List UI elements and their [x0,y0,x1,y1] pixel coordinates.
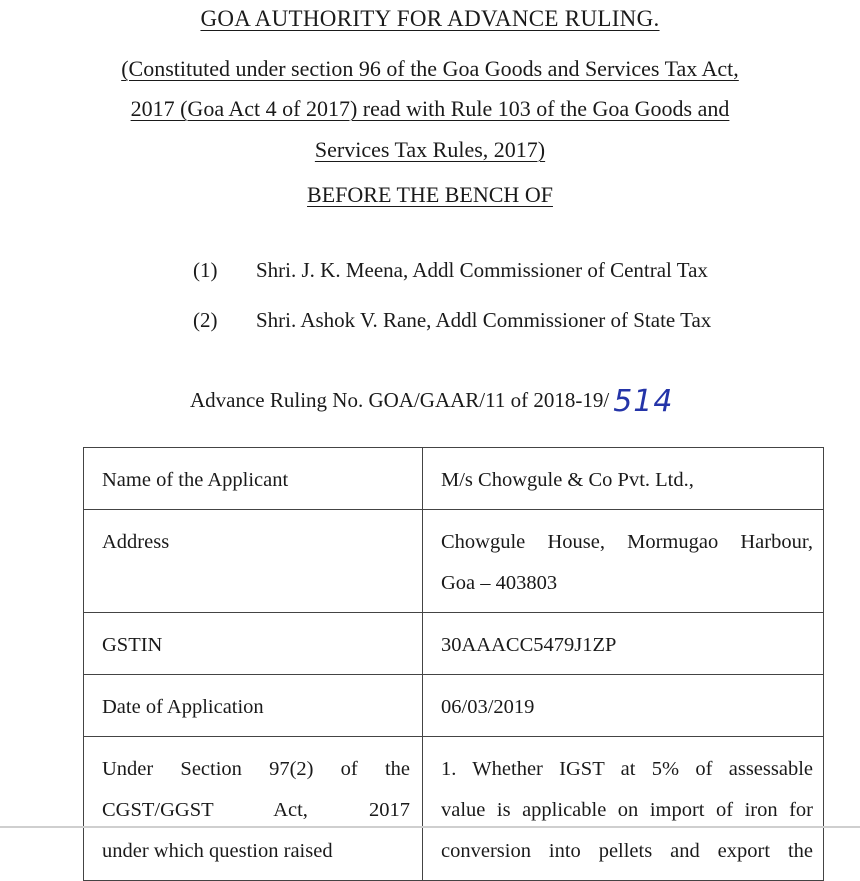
row-value [423,510,824,613]
ruling-label: Advance Ruling No. GOA/GAAR/11 of 2018-19/ [190,388,610,412]
constitution-line-2: 2017 (Goa Act 4 of 2017) read with Rule 103 of the Goa Goods and [130,96,730,121]
page-title: GOA AUTHORITY FOR ADVANCE RULING. [200,6,660,31]
constitution-line-3: Services Tax Rules, 2017) [314,137,546,162]
table-row [84,737,824,881]
row-value [423,613,824,675]
question-line-3: conversion into pellets and export the [441,840,813,862]
row-value [423,448,824,510]
bench-member-number: (2) [193,308,218,332]
section-label-line-2: CGST/GGST Act, 2017 [102,799,410,821]
gstin-value: 30AAACC5479J1ZP [441,634,617,656]
question-line-2: value is applicable on import of iron for [441,799,813,821]
application-date-label: Date of Application [102,696,264,718]
applicant-name-value: M/s Chowgule & Co Pvt. Ltd., [441,469,694,491]
bench-heading: BEFORE THE BENCH OF [307,182,553,207]
table-row [84,613,824,675]
section-label-line-1: Under Section 97(2) of the [102,758,410,780]
row-label [84,510,423,613]
row-label [84,675,423,737]
address-line-1: Chowgule House, Mormugao Harbour, [441,531,813,553]
address-line-2: Goa – 403803 [441,572,558,594]
row-value [423,737,824,881]
address-label: Address [102,531,170,553]
gstin-label: GSTIN [102,634,163,656]
application-date-value: 06/03/2019 [441,696,535,718]
applicant-name-label: Name of the Applicant [102,469,289,491]
row-label [84,448,423,510]
bench-member-name: Shri. Ashok V. Rane, Addl Commissioner of State Tax [256,308,712,332]
table-row [84,510,824,613]
row-label [84,737,423,881]
applicant-details-table [83,447,824,881]
page-edge-divider [0,826,860,828]
question-line-1: 1. Whether IGST at 5% of assessable [441,758,813,780]
table-row [84,448,824,510]
row-value [423,675,824,737]
row-label [84,613,423,675]
bench-member-name: Shri. J. K. Meena, Addl Commissioner of Central Tax [256,258,708,282]
advance-ruling-number [190,380,674,419]
handwritten-ruling-number: 514 [613,384,674,419]
table-row [84,675,824,737]
bench-member-number: (1) [193,258,218,282]
constitution-line-1: (Constituted under section 96 of the Goa Goods and Services Tax Act, [121,56,739,81]
section-label-line-3: under which question raised [102,840,333,862]
